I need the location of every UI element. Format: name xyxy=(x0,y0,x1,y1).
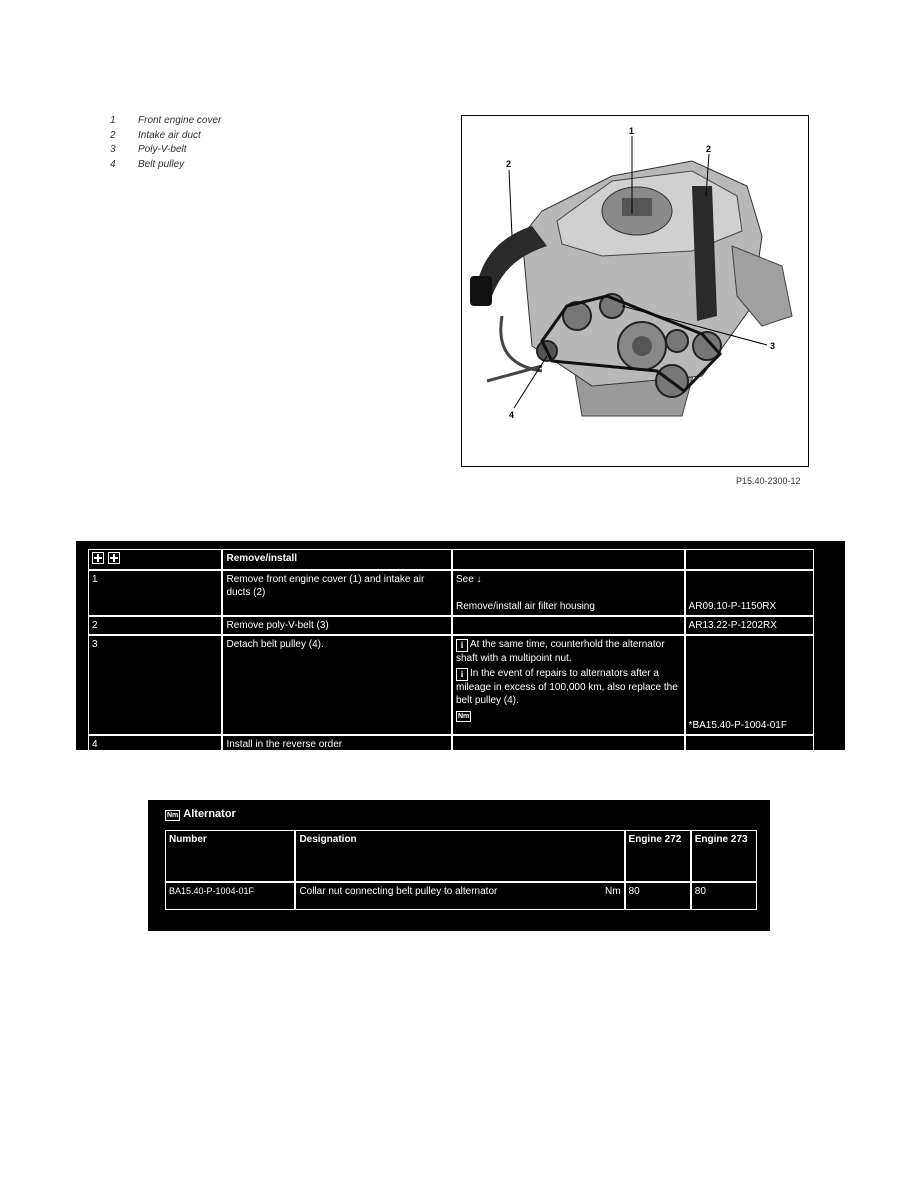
legend xyxy=(110,114,221,172)
header-engine-272: Engine 272 xyxy=(625,830,691,882)
header-designation: Designation xyxy=(295,830,624,882)
step-ref xyxy=(685,570,814,616)
step-number: 2 xyxy=(88,616,222,635)
ref-link[interactable]: AR09.10-P-1150RX xyxy=(688,601,777,612)
legend-label: Front engine cover xyxy=(138,115,222,126)
legend-number: 4 xyxy=(110,158,116,170)
step-number: 4 xyxy=(88,735,222,754)
ref-link[interactable]: *BA15.40-P-1004-01F xyxy=(688,720,787,731)
header-remove-install: Remove/install xyxy=(222,549,452,570)
table-row xyxy=(88,570,814,616)
alternator-table xyxy=(165,830,757,910)
step-note xyxy=(452,570,685,616)
callout-2-left: 2 xyxy=(506,159,512,169)
figure-reference: P15.40-2300-12 xyxy=(736,476,801,486)
table-header-row xyxy=(165,830,757,882)
header-number: Number xyxy=(165,830,295,882)
info-icon: i xyxy=(456,639,468,652)
legend-item xyxy=(110,114,221,129)
part-number: BA15.40-P-1004-01F xyxy=(165,882,295,910)
step-note xyxy=(452,616,685,635)
alternator-title-text: Alternator xyxy=(183,808,236,820)
info-note xyxy=(456,667,681,707)
step-number: 3 xyxy=(88,635,222,735)
step-action: Remove front engine cover (1) and intake air ducts (2) xyxy=(222,570,452,616)
step-note xyxy=(452,735,685,754)
legend-item xyxy=(110,129,221,144)
step-ref xyxy=(685,635,814,735)
header-col4 xyxy=(685,549,814,570)
table-row xyxy=(88,735,814,754)
install-icon xyxy=(108,552,120,564)
torque-note xyxy=(456,709,681,722)
engine-illustration xyxy=(462,116,808,466)
step-action: Remove poly-V-belt (3) xyxy=(222,616,452,635)
callout-4: 4 xyxy=(509,410,515,420)
procedure-table xyxy=(88,549,814,754)
table-row xyxy=(88,635,814,735)
legend-number: 2 xyxy=(110,129,116,141)
designation-cell xyxy=(295,882,624,910)
remove-icon xyxy=(92,552,104,564)
torque-icon: Nm xyxy=(457,713,470,720)
designation-text: Collar nut connecting belt pulley to alternator xyxy=(299,886,498,897)
alternator-title xyxy=(165,808,236,821)
step-action: Install in the reverse order xyxy=(222,735,452,754)
header-engine-273: Engine 273 xyxy=(691,830,757,882)
step-ref xyxy=(685,735,814,754)
step-action: Detach belt pulley (4). xyxy=(222,635,452,735)
legend-item xyxy=(110,158,221,173)
ref-link[interactable]: AR13.22-P-1202RX xyxy=(685,616,814,635)
info-text: At the same time, counterhold the alternator shaft with a multipoint nut. xyxy=(455,639,665,664)
callout-2-right: 2 xyxy=(706,144,712,154)
legend-label: Intake air duct xyxy=(138,129,201,141)
note-see: See ↓ xyxy=(455,574,482,585)
alternator-table-frame xyxy=(148,800,770,931)
legend-item xyxy=(110,143,221,158)
table-header-row xyxy=(88,549,814,570)
info-text: In the event of repairs to alternators after a mileage in excess of 100,000 km, also replace the belt pulley (4). xyxy=(455,668,678,706)
callout-3: 3 xyxy=(770,341,776,351)
procedure-table-frame xyxy=(76,541,845,750)
header-col3 xyxy=(452,549,685,570)
legend-label: Belt pulley xyxy=(138,158,185,170)
table-row xyxy=(88,616,814,635)
info-note xyxy=(456,638,681,665)
engine-figure xyxy=(461,115,809,467)
table-row xyxy=(165,882,757,910)
info-icon: i xyxy=(456,668,468,681)
torque-icon: Nm xyxy=(167,812,179,819)
legend-number: 1 xyxy=(110,115,116,126)
legend-number: 3 xyxy=(110,144,116,155)
unit-text: Nm xyxy=(604,886,621,897)
callout-1: 1 xyxy=(629,126,635,136)
step-number: 1 xyxy=(88,570,222,616)
value-engine-272: 80 xyxy=(625,882,691,910)
step-note xyxy=(452,635,685,735)
note-link[interactable]: Remove/install air filter housing xyxy=(455,601,595,612)
header-icons xyxy=(88,549,222,570)
legend-label: Poly-V-belt xyxy=(138,144,187,155)
value-engine-273: 80 xyxy=(691,882,757,910)
